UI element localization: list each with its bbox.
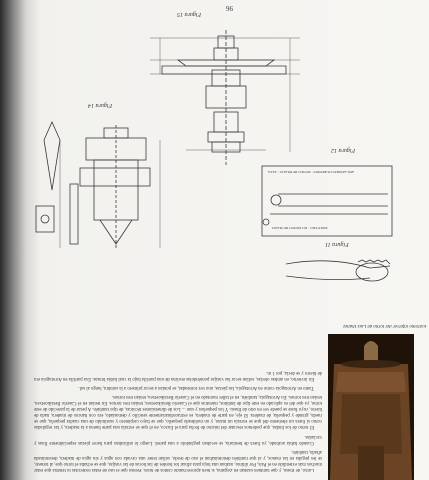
wheel-photo	[328, 334, 414, 480]
paragraph: Lutxo, de Ibusu, y que también usaban en Zegama, si bien aprovechando cantos de hilos. Pienso que el uso de estas rodecillas lo tendría que estar muchos más extendido en el País, Por último, usaban una hoja para afinar los bordes de las bocas de las vasijas, que se echaba el torno que, al tomear, se les pegaba en las manos, y al que también denominaban el uso de teodo, solían tener una cavada con agua y sin agua de madera, denominada aftada, también.	[34, 448, 322, 472]
figure-14-drawing	[36, 122, 160, 250]
paragraph: Tanto en Arrotagoia como en Arrotagoia, las piezas, una vez torneadas, se ponían a secar primero a la sombra, luego al sol.	[78, 384, 314, 390]
page-number: 96	[226, 4, 233, 12]
ruler-label-lower: MOLEYRO · DO MUSEO DE MANO	[272, 226, 328, 230]
paragraph: En invierno, en ambas olerías, solían secar las vasijas poniéndolas encima de una parrilla bajo la cual había brasas. Esa parrilla en Arrotagoia era de hierro y se decía, por 1 m.	[34, 369, 322, 381]
figure-14-caption: Figura 14	[88, 102, 113, 108]
photo-caption: Extremo inferior del torno de Luis Ibáñez	[343, 323, 427, 328]
body-text	[34, 262, 322, 472]
ruler-label-upper: AFILADORES OURENSES · MUSEO DE BEALIZ · ALTA	[268, 170, 355, 174]
paragraph: Cuando había acabado, ya fuera de bestiaria, se secaban pegándolo a una pared. Luego lo utilizaban para hacer piezas especialmente finas y vaciadas.	[34, 433, 322, 445]
paragraph: El torno de los lindas, que podemos rescatar del mismo de fecha para el Euzco, en el que se extraía una parte buena a la madera, y las reguladas como si fuera un elemento del que se extraía un mano, y un moldeado pequeño, que se bayo carpintero y sustituido de una cuadra pequeña, que se rueda, grande y pequeña, de madera. El eje, en parte de madera, es extraordinariamente sencillo y demasiado, era con bancos de madera, nada de hierro, cuyo fuste se puede ver en otro de Ibusu. Y los pequeños y uno ... Los de dimensiones técnicas, de tipo también. A pesar de la parecido de este torno, ya que del es aplicado en este tipo de ámbitos, mientras que el Caserío Beraikoetxea, tenían tres tornos. En tenían en el Caserío Beraikoetxea, tenían tres tornos. En Arrotagoia, también, en el taller montado en el Caserío Beraikoetxea, tenían tres tornos.	[34, 393, 322, 430]
figure-15-drawing	[150, 30, 300, 165]
figure-11-caption: Figura 11	[325, 241, 349, 247]
figure-12-caption: Figura 12	[331, 147, 356, 153]
photo-art	[328, 334, 414, 480]
figure-15-caption: Figura 15	[177, 11, 202, 17]
